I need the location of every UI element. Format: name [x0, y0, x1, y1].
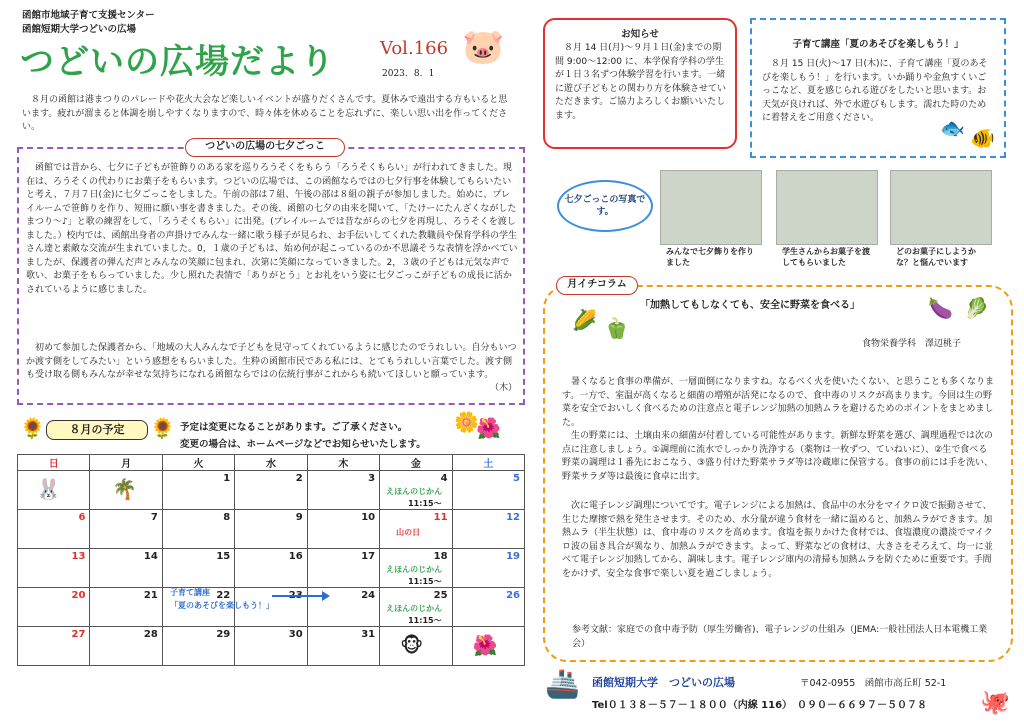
intro-text: ８月の函館は港まつりのパレードや花火大会など楽しいイベントが盛りだくさんです。夏休みで遠出する方もいると思います。疲れが溜まると体調を崩しやすくなりますので、時々体を休めることを忘れずに、楽しい思い出を作ってください。 — [22, 95, 508, 132]
day-cell — [380, 471, 452, 510]
weekday-fri: 金 — [380, 455, 452, 471]
day-number: 4 — [440, 473, 448, 484]
day-cell — [90, 471, 162, 510]
pig-sandcastle-icon: 🐷 — [462, 27, 505, 67]
day-number: 3 — [368, 473, 376, 484]
day-cell — [162, 627, 234, 666]
column-tag: 月イチコラム — [556, 276, 638, 295]
day-cell — [90, 588, 162, 627]
holiday-label: 山の日 — [396, 528, 421, 537]
photos-label: 七夕ごっこの写真です。 — [557, 180, 653, 232]
day-cell — [18, 549, 90, 588]
footer-name: 函館短期大学 つどいの広場 — [592, 676, 735, 689]
day-number: 7 — [150, 512, 158, 523]
day-number: 9 — [295, 512, 303, 523]
event-ehon: えほんのじかん — [386, 487, 443, 496]
weekday-tue: 火 — [162, 455, 234, 471]
octopus-icon: 🐙 — [980, 688, 1010, 716]
day-cell — [307, 588, 379, 627]
photo-caption-3: どのお菓子にしようかな？と悩んでいます — [896, 247, 976, 267]
calendar-week-5 — [18, 627, 525, 666]
course-title: 子育て講座「夏のあそびを楽しもう！」 — [792, 39, 964, 50]
day-number: 8 — [223, 512, 231, 523]
corn-icon: 🌽 — [572, 308, 597, 332]
sunflower-icon: 🌻 — [20, 416, 45, 440]
day-cell — [307, 471, 379, 510]
day-cell — [162, 510, 234, 549]
weekday-sun: 日 — [18, 455, 90, 471]
eggplant-icon: 🍆 — [928, 296, 953, 320]
calendar-week-3 — [18, 549, 525, 588]
event-ehon: えほんのじかん — [386, 604, 443, 613]
day-cell — [18, 471, 90, 510]
org-name-1: 函館市地域子育て支援センター — [22, 10, 155, 21]
day-cell — [452, 588, 524, 627]
cabbage-icon: 🥬 — [964, 296, 989, 320]
course-body: ８月 15 日(火)～17 日(木)に、子育て講座「夏のあそびを楽しもう！」を行います。いか踊りや金魚すくいごっこなど、夏を感じられる遊びをしたいと思います。お天気が良ければ、外で水遊びもします。濡れた時のために着替えをご用意ください。 — [762, 59, 988, 123]
hibiscus-icon: 🌺 — [472, 633, 498, 657]
day-number: 1 — [223, 473, 231, 484]
day-cell — [235, 627, 307, 666]
column-title: 「加熱してもしなくても、安全に野菜を食べる」 — [640, 300, 860, 311]
day-number: 12 — [506, 512, 520, 523]
sunflower-icon-2: 🌻 — [150, 416, 175, 440]
notice-title: お知らせ — [621, 29, 659, 40]
day-number: 21 — [143, 590, 158, 601]
day-number: 14 — [143, 551, 158, 562]
arrow-right-icon — [322, 591, 330, 601]
day-cell — [452, 627, 524, 666]
event-time: 11:15～ — [408, 577, 442, 586]
day-cell — [452, 510, 524, 549]
pepper-icon: 🫑 — [604, 316, 629, 340]
event-time: 11:15～ — [408, 616, 442, 625]
tanabata-paragraph-1: 函館では昔から、七夕に子どもが笹飾りのある家を巡りろうそくをもらう「ろうそくもらい」が行われてきました。現在は、ろうそくの代わりにお菓子をもらいます。つどいの広場では、この函館ならではの七夕行事を体験してもらいたいと考え、７月７日(金)に七夕ごっこをしました。午前の部は７組、午後の部は８組の親子が参加しました。始めに、プレイルームで笹飾りを作り、短冊に願い事を書きました。その後、函館の七夕の由来を聞いて、「たけーにたんざくながしたまつり～♪」と歌の練習をして、「ろうそくもらい」に出発。(プレイルームでは昔ながらの七夕を再現し、ろうそくを渡しました。）校内では、函館出身者の声掛けでみんな一緒に歌う様子が見られ、お手伝いしてくれた教職員や保育学科の学生さん達と素敵な交流が生まれていました。0，１歳の子どもは、始め何が起こっているのか不思議そうな表情を浮かべていましたが、保護者の弾んだ声とみんなの笑顔に包まれ、次第に笑顔になっていきました。2，３歳の子どもは元気な声で歌い、お菓子をもらっていました。少し照れた表情で「ありがとう」とお礼をいう姿に七夕ごっこが子どもの成長に活かされているように感じました。 — [26, 163, 518, 295]
day-cell — [452, 471, 524, 510]
day-number: 13 — [71, 551, 86, 562]
day-cell — [380, 588, 452, 627]
day-number: 26 — [506, 590, 520, 601]
day-number: 30 — [288, 629, 303, 640]
flower-icon: 🌼 — [454, 410, 479, 434]
fish-icon: 🐠 — [970, 126, 995, 150]
submarine-icon: 🚢 — [545, 667, 580, 700]
day-cell — [380, 627, 452, 666]
day-number: 18 — [433, 551, 448, 562]
event-course-2: 「夏のあそびを楽しもう！」 — [170, 601, 274, 610]
event-time: 11:15～ — [408, 499, 442, 508]
volume-number: Vol.166 — [380, 38, 449, 59]
flower-icon-2: 🌺 — [476, 416, 501, 440]
day-cell — [18, 588, 90, 627]
tanabata-heading: つどいの広場の七夕ごっこ — [185, 138, 345, 157]
day-number: 17 — [361, 551, 376, 562]
day-number: 28 — [143, 629, 158, 640]
photo-2 — [776, 170, 878, 245]
monkey-icon: 🐵 — [400, 633, 424, 657]
day-cell — [18, 627, 90, 666]
column-author: 食物栄養学科 澤辺桃子 — [862, 339, 962, 349]
column-paragraph-2: 生の野菜には、土壌由来の細菌が付着している可能性があります。新鮮な野菜を選び、調理過程では次の点に注意しましょう。①調理前に流水でしっかり洗浄する（薬物は一枚ずつ、ていねいに）、②生で食べる野菜の調理は１番先におこなう、③盛り付けた野菜サラダ等は冷蔵庫に保管する。食事の前には手を洗い、野菜サラダ等は最後に食卓に出す。 — [562, 431, 993, 482]
day-cell — [307, 627, 379, 666]
palm-tree-icon: 🌴 — [112, 477, 138, 501]
newsletter-title: つどいの広場だより — [20, 42, 335, 82]
photo-caption-1: みんなで七夕飾りを作りました — [666, 247, 754, 267]
calendar-title: ８月の予定 — [46, 420, 148, 440]
photo-3 — [890, 170, 992, 245]
calendar-note-1: 予定は変更になることがあります。ご了承ください。 — [180, 422, 408, 433]
footer-tel: Tel０１３８－５７－１８００（内線 116） ０９０－６６９７－５０７８ — [592, 700, 928, 711]
day-number: 25 — [433, 590, 448, 601]
day-cell — [380, 510, 452, 549]
day-number: 16 — [288, 551, 303, 562]
day-cell — [452, 549, 524, 588]
day-number: 24 — [361, 590, 376, 601]
weekday-thu: 木 — [307, 455, 379, 471]
day-cell — [162, 471, 234, 510]
day-number: 11 — [433, 512, 448, 523]
weekday-wed: 水 — [235, 455, 307, 471]
tanabata-paragraph-2: 初めて参加した保護者から、「地域の大人みんなで子どもを見守ってくれているように感じたのでうれしい。自分もいつか渡す側をしてみたい」という感想をもらいました。生粋の函館市民である私には、とてもうれしい言葉でした。渡す側も受け取る側もみんなが幸せな気持ちになれる函館ならではの伝統行事がこれからも続いてほしいと願っています。 — [26, 343, 517, 380]
day-cell — [90, 627, 162, 666]
org-name-2: 函館短期大学つどいの広場 — [22, 24, 137, 35]
day-cell — [380, 549, 452, 588]
day-cell — [307, 549, 379, 588]
day-number: 15 — [216, 551, 231, 562]
day-number: 22 — [216, 590, 231, 601]
day-cell — [235, 510, 307, 549]
day-cell — [307, 510, 379, 549]
photo-caption-2: 学生さんからお菓子を渡してもらいました — [782, 247, 870, 267]
day-cell — [235, 471, 307, 510]
calendar-note-2: 変更の場合は、ホームページなどでお知らせいたします。 — [180, 439, 426, 450]
column-reference: 参考文献：家庭での食中毒予防（厚生労働省)、電子レンジの仕組み（JEMA:一般社団法人日本電機工業会） — [572, 625, 988, 649]
notice-body: ８月 14 日(月)～９月１日(金)までの期間 9:00～12:00 に、本学保育学科の学生が１日３名ずつ体験学習を行います。一緒に遊び子どもとの関わり方を体験させていただきます。ご協力よろしくお願いいたします。 — [555, 43, 727, 121]
tanabata-signature: （木） — [490, 383, 518, 393]
event-ehon: えほんのじかん — [386, 565, 443, 574]
calendar-week-2 — [18, 510, 525, 549]
day-number: 6 — [78, 512, 86, 523]
calendar-table — [17, 454, 525, 666]
event-course-1: 子育て講座 — [170, 588, 210, 597]
photo-1 — [660, 170, 762, 245]
day-cell — [90, 549, 162, 588]
day-number: 10 — [361, 512, 376, 523]
calendar-weekday-row — [18, 455, 525, 471]
weekday-mon: 月 — [90, 455, 162, 471]
goldfish-icon: 🐟 — [940, 116, 965, 140]
day-number: 29 — [216, 629, 231, 640]
day-number: 20 — [71, 590, 86, 601]
rabbit-icon: 🐰 — [36, 477, 61, 501]
day-number: 2 — [295, 473, 303, 484]
calendar-week-1 — [18, 471, 525, 510]
day-number: 31 — [361, 629, 376, 640]
footer-address: 〒042-0955 函館市高丘町 52-1 — [800, 678, 947, 689]
day-cell — [90, 510, 162, 549]
column-paragraph-3: 次に電子レンジ調理についてです。電子レンジによる加熱は、食品中の水分をマイクロ波で振動させて、生じた摩擦で熱を発生させます。そのため、水分量が違う食材を一緒に温めると、加熱ムラができます。加熱ムラ（半生状態）は、食中毒のリスクを高めます。食塩を振りかけた食材では、食塩濃度の濃淡でマイクロ波の届き具合が異なり、加熱ムラができます。よって、野菜などの食材は、大きさをそろえて、均一に並べて電子レンジ加熱してから、調味します。電子レンジ庫内の清掃も加熱ムラを防ぐために重要です。手間をかけず、安全な食事で楽しい夏を過ごしましょう。 — [562, 501, 993, 579]
issue-date: 2023．8．1 — [382, 69, 435, 79]
day-cell — [162, 549, 234, 588]
day-cell — [235, 549, 307, 588]
day-number: 27 — [71, 629, 86, 640]
column-paragraph-1: 暑くなると食事の準備が、一層面倒になりますね。なるべく火を使いたくない、と思うことも多くなります。一方で、室温が高くなると細菌の増殖が活発になるので、食中毒のリスクが高まります。今回は生の野菜を安全でおいしく食べるための注意点と電子レンジ加熱の加熱ムラを避けるためのポイントをまとめました。 — [562, 377, 995, 428]
weekday-sat: 土 — [452, 455, 524, 471]
event-arrow-line — [272, 595, 324, 597]
day-number: 19 — [506, 551, 520, 562]
day-cell — [18, 510, 90, 549]
day-number: 5 — [513, 473, 520, 484]
